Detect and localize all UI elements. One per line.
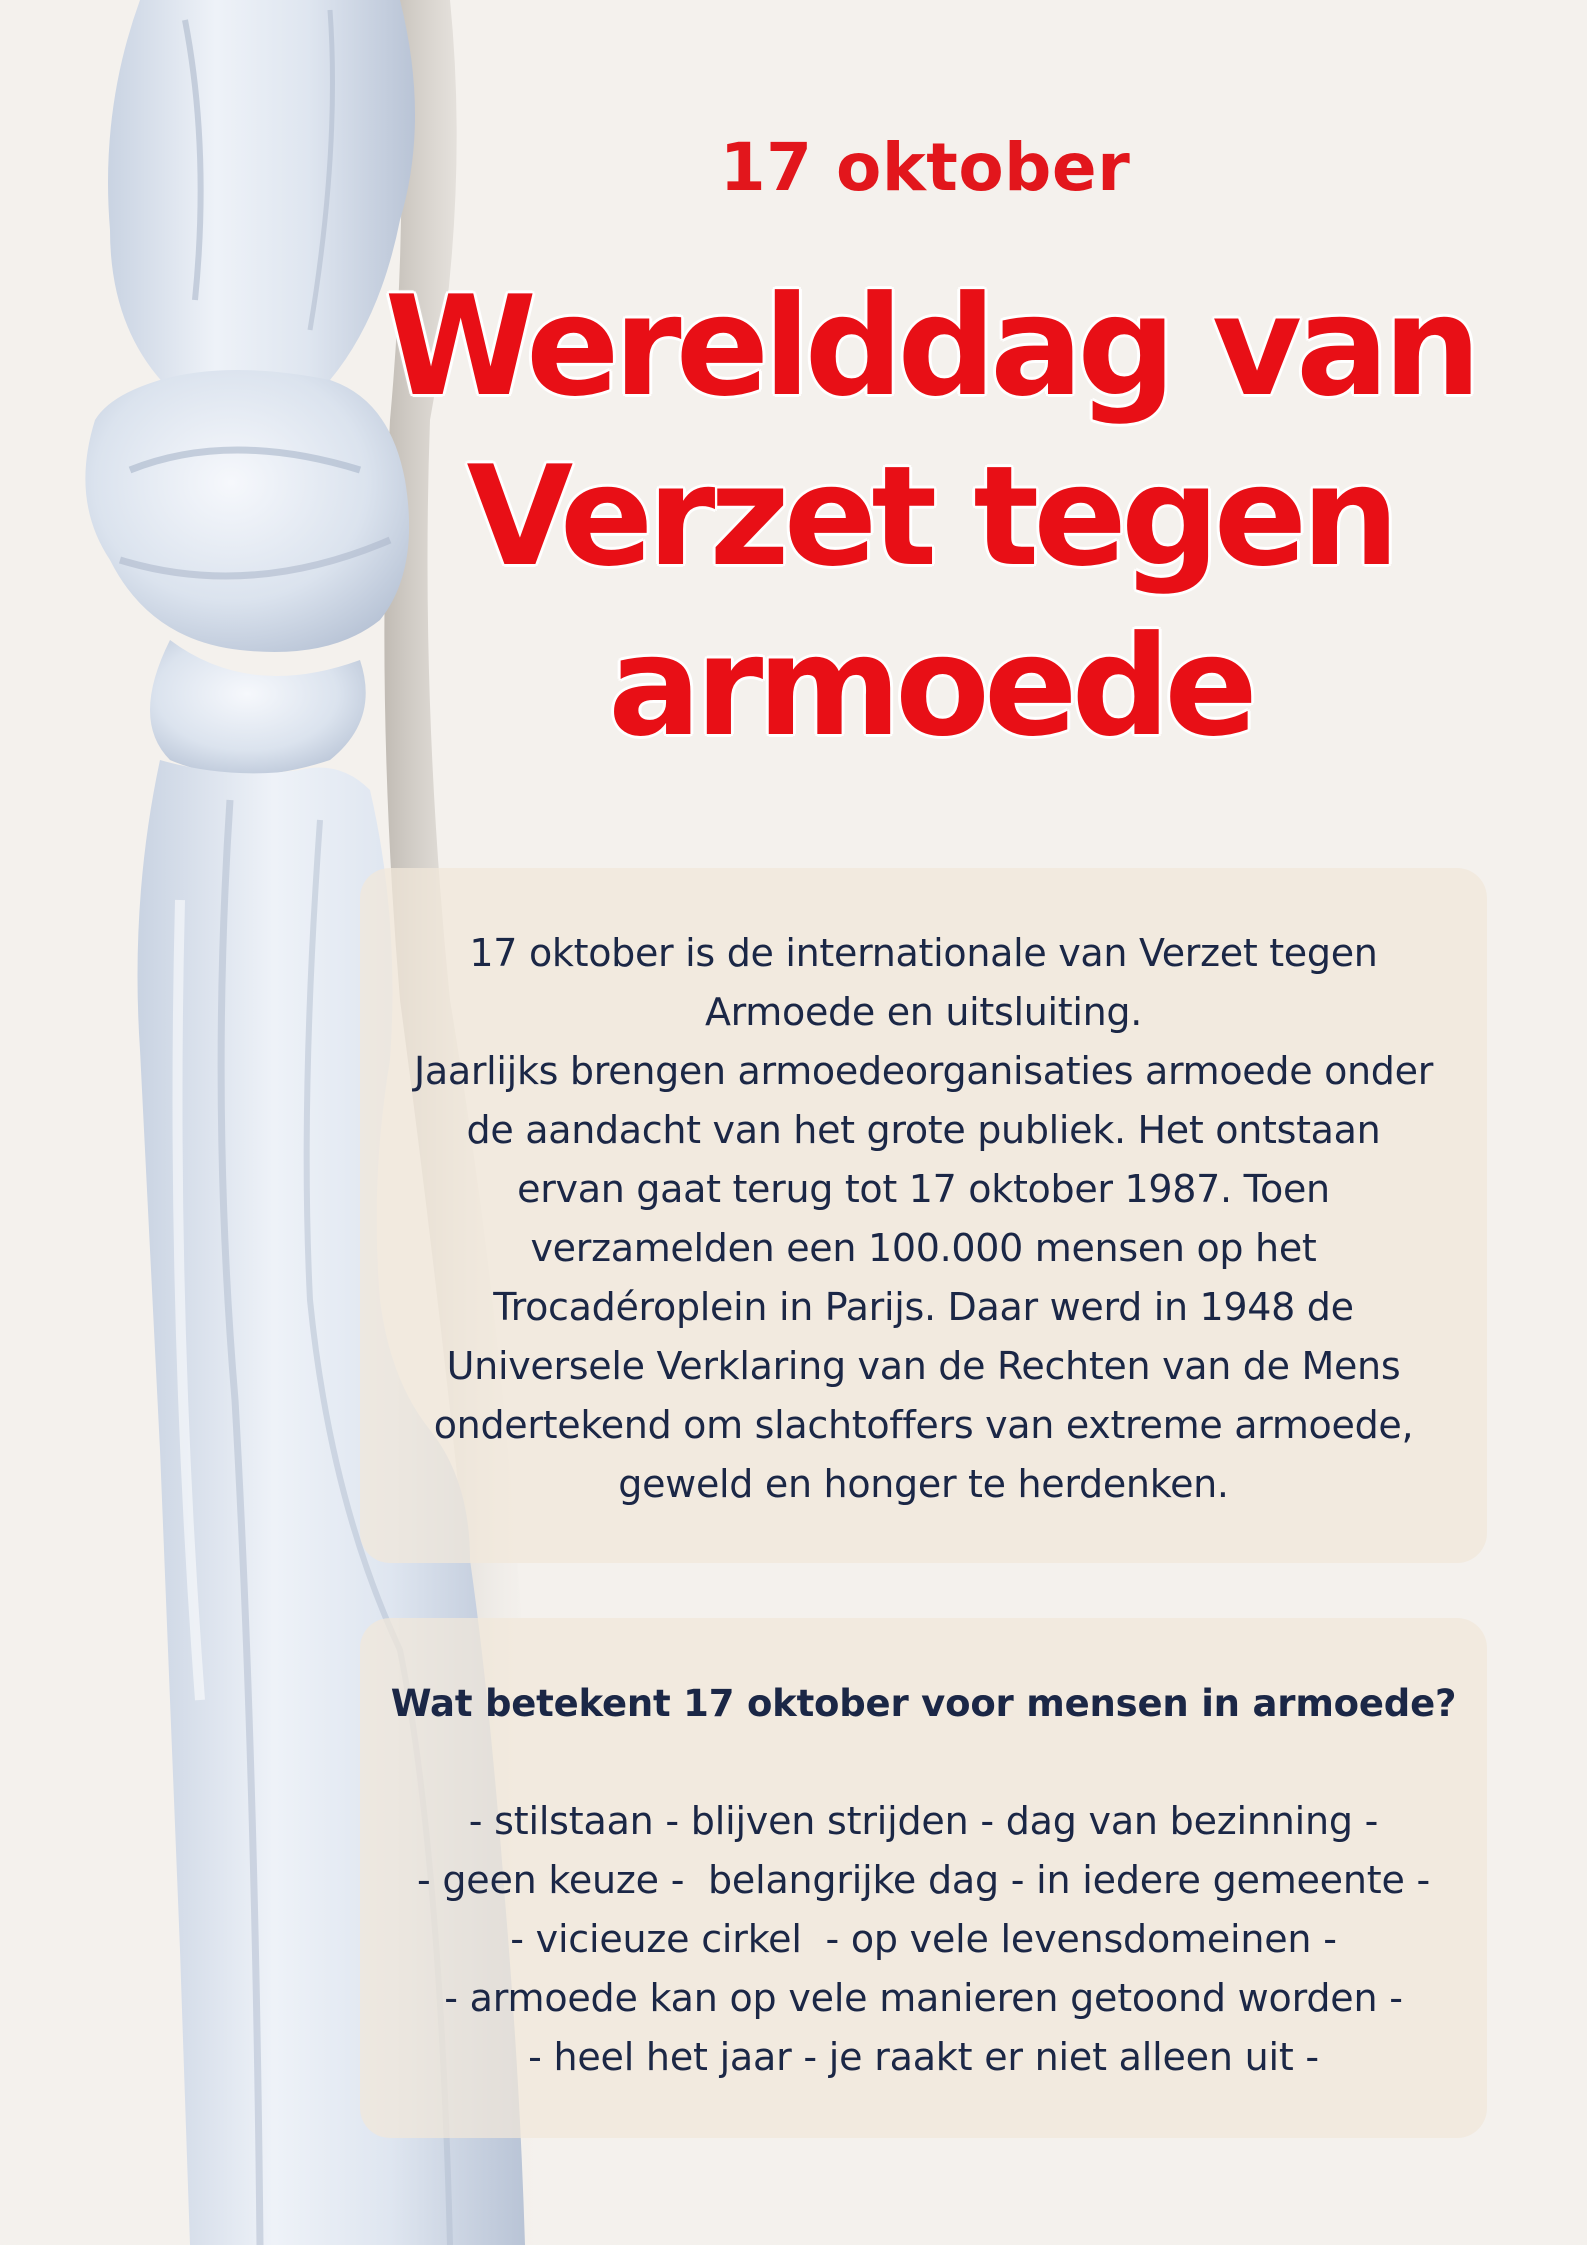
intro-panel [360,868,1487,1563]
page-title: Werelddag van Verzet tegen armoede [384,266,1476,767]
meaning-heading: Wat betekent 17 oktober voor mensen in armoede? [390,1682,1457,1725]
meaning-panel [360,1618,1487,2138]
meaning-list [380,1792,1467,2087]
date-heading: 17 oktober [719,129,1131,206]
list-item: - armoede kan op vele manieren getoond worden - [444,1976,1403,2020]
list-item: - geen keuze - belangrijke dag - in iedere gemeente - [416,1858,1431,1902]
list-item: - stilstaan - blijven strijden - dag van bezinning - [468,1799,1379,1843]
list-item: - heel het jaar - je raakt er niet alleen uit - [528,2035,1319,2079]
intro-text: 17 oktober is de internationale van Verzet tegen Armoede en uitsluiting. Jaarlijks brengen armoedeorganisaties armoede onder de aandacht van het grote publiek. Het ontstaan ervan gaat terug tot 17 oktober 1987. Toen verzamelden een 100.000 mensen op het Trocadéroplein in Parijs. Daar werd in 1948 de Universele Verklaring van de Rechten van de Mens ondertekend om slachtoffers van extreme armoede, geweld en honger te herdenken. [413,931,1434,1506]
list-item: - vicieuze cirkel - op vele levensdomeinen - [510,1917,1337,1961]
